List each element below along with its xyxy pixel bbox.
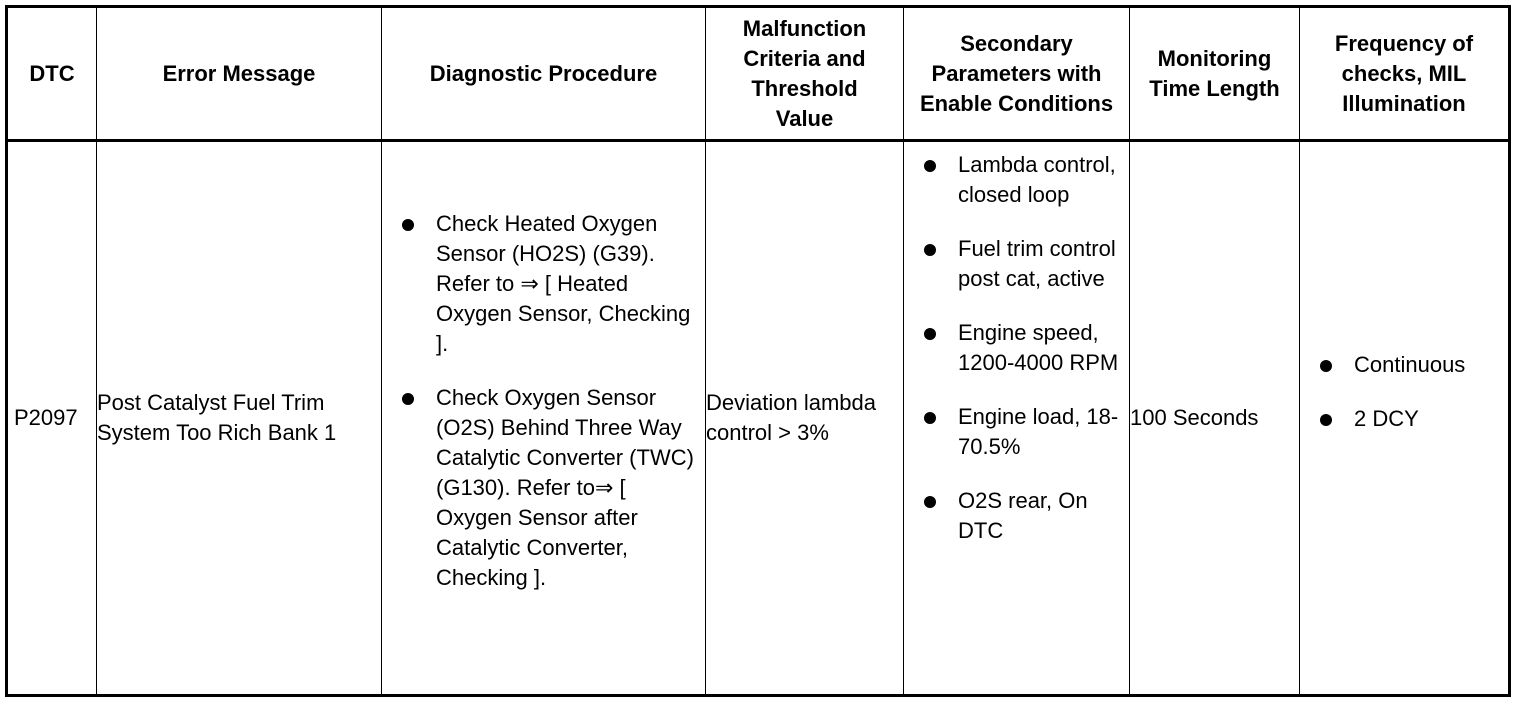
procedure-step: Check Heated Oxygen Sensor (HO2S) (G39). Refer to ⇒ [ Heated Oxygen Sensor, Checking ]. bbox=[382, 209, 699, 359]
table-row bbox=[7, 141, 1510, 696]
secondary-parameters-list bbox=[904, 150, 1129, 546]
parameter-item: Fuel trim control post cat, active bbox=[904, 234, 1129, 294]
frequency-item: Continuous bbox=[1300, 350, 1508, 380]
header-error-message: Error Message bbox=[97, 7, 382, 141]
diagnostic-procedure-list bbox=[382, 209, 699, 593]
malfunction-criteria-cell bbox=[706, 141, 904, 696]
diagnostic-procedure-cell bbox=[382, 141, 706, 696]
malfunction-criteria: Deviation lambda control > 3% bbox=[706, 390, 876, 445]
procedure-step: Check Oxygen Sensor (O2S) Behind Three Way Catalytic Converter (TWC) (G130). Refer to⇒ [ Oxygen Sensor after Catalytic Converter, Checking ]. bbox=[382, 383, 699, 593]
frequency-item: 2 DCY bbox=[1300, 404, 1508, 434]
parameter-item: Lambda control, closed loop bbox=[904, 150, 1129, 210]
error-message: Post Catalyst Fuel Trim System Too Rich Bank 1 bbox=[97, 390, 337, 445]
header-malfunction-criteria: Malfunction Criteria and Threshold Value bbox=[706, 7, 904, 141]
frequency-cell bbox=[1300, 141, 1510, 696]
parameter-item: Engine load, 18-70.5% bbox=[904, 402, 1129, 462]
frequency-list bbox=[1300, 350, 1508, 434]
secondary-parameters-cell bbox=[904, 141, 1130, 696]
dtc-code-cell bbox=[7, 141, 97, 696]
header-row bbox=[7, 7, 1510, 141]
monitoring-time: 100 Seconds bbox=[1130, 405, 1259, 430]
header-diagnostic-procedure: Diagnostic Procedure bbox=[382, 7, 706, 141]
header-frequency: Frequency of checks, MIL Illumination bbox=[1300, 7, 1510, 141]
dtc-table bbox=[5, 5, 1511, 697]
header-monitoring-time: Monitoring Time Length bbox=[1130, 7, 1300, 141]
header-dtc: DTC bbox=[7, 7, 97, 141]
parameter-item: Engine speed, 1200-4000 RPM bbox=[904, 318, 1129, 378]
parameter-item: O2S rear, On DTC bbox=[904, 486, 1129, 546]
header-secondary-parameters: Secondary Parameters with Enable Conditions bbox=[904, 7, 1130, 141]
dtc-code: P2097 bbox=[14, 405, 78, 430]
monitoring-time-cell bbox=[1130, 141, 1300, 696]
error-message-cell bbox=[97, 141, 382, 696]
